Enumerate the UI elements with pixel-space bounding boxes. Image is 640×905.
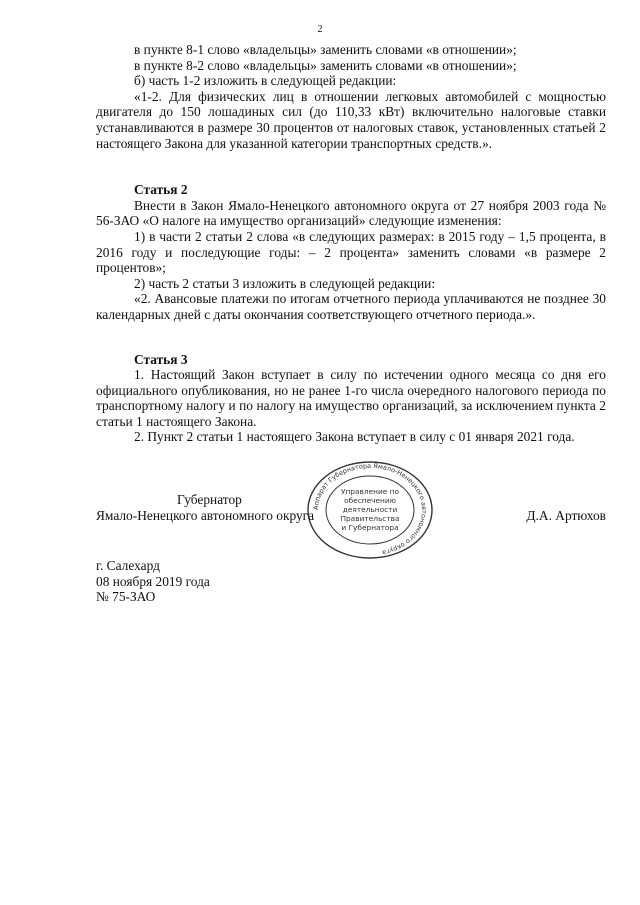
signatory-name: Д.А. Артюхов	[526, 508, 606, 523]
seal-line: деятельности	[342, 505, 398, 514]
article-3-paragraph: 1. Настоящий Закон вступает в силу по истечении одного месяца со дня его официального опубликования, но не ранее 1-го числа очередного налогового периода по транспортному налогу и по налогу на имущество организаций, за исключением пункта 2 статьи 1 настоящего Закона.	[96, 367, 606, 429]
signatory-title: Губернатор	[177, 492, 242, 507]
article-2-paragraph: 1) в части 2 статьи 2 слова «в следующих размерах: в 2015 году – 1,5 процента, в 2016 году и последующие годы: – 2 процента» заменить словами «в размере 2 процентов»;	[96, 228, 606, 276]
article-3-title: Статья 3	[134, 351, 188, 367]
seal-line: Управление по	[340, 487, 400, 496]
amendment-line-8-2: в пункте 8-2 слово «владельцы» заменить словами «в отношении»;	[134, 57, 517, 73]
seal-line: Правительства	[340, 514, 400, 523]
document-body	[96, 42, 606, 445]
signature-block	[96, 492, 606, 532]
signatory-region: Ямало-Ненецкого автономного округа	[96, 508, 315, 523]
document-footer	[96, 558, 210, 605]
signing-date: 08 ноября 2019 года	[96, 573, 210, 589]
amendment-line-8-1: в пункте 8-1 слово «владельцы» заменить словами «в отношении»;	[134, 42, 517, 57]
article-2-paragraph: Внести в Закон Ямало-Ненецкого автономного округа от 27 ноября 2003 года № 56-ЗАО «О налоге на имущество организаций» следующие изменения:	[96, 197, 606, 229]
article-2-title: Статья 2	[134, 182, 188, 198]
amendment-text-1-2: «1-2. Для физических лиц в отношении легковых автомобилей с мощностью двигателя до 150 лошадиных сил (до 110,33 кВт) включительно налоговые ставки устанавливаются в размере 30 процентов от налоговых ставок, установленных статьей 2 настоящего Закона для указанной категории транспортных средств.».	[96, 88, 606, 151]
law-number: № 75-ЗАО	[96, 589, 156, 605]
article-3-paragraph: 2. Пункт 2 статьи 1 настоящего Закона вступает в силу с 01 января 2021 года.	[134, 429, 575, 445]
seal-line: обеспечению	[344, 496, 396, 505]
amendment-line-b: б) часть 1-2 изложить в следующей редакции:	[134, 73, 397, 89]
article-2-paragraph: 2) часть 2 статьи 3 изложить в следующей редакции:	[134, 275, 436, 291]
seal-ring-text: Аппарат Губернатора Ямало-Ненецкого автономного округа	[311, 461, 429, 557]
page-number: 2	[317, 24, 323, 35]
place-of-signing: г. Салехард	[96, 558, 160, 573]
article-2-paragraph: «2. Авансовые платежи по итогам отчетного периода уплачиваются не позднее 30 календарных дней с даты окончания соответствующего отчетного периода.».	[96, 291, 606, 322]
seal-line: и Губернатора	[341, 523, 399, 532]
